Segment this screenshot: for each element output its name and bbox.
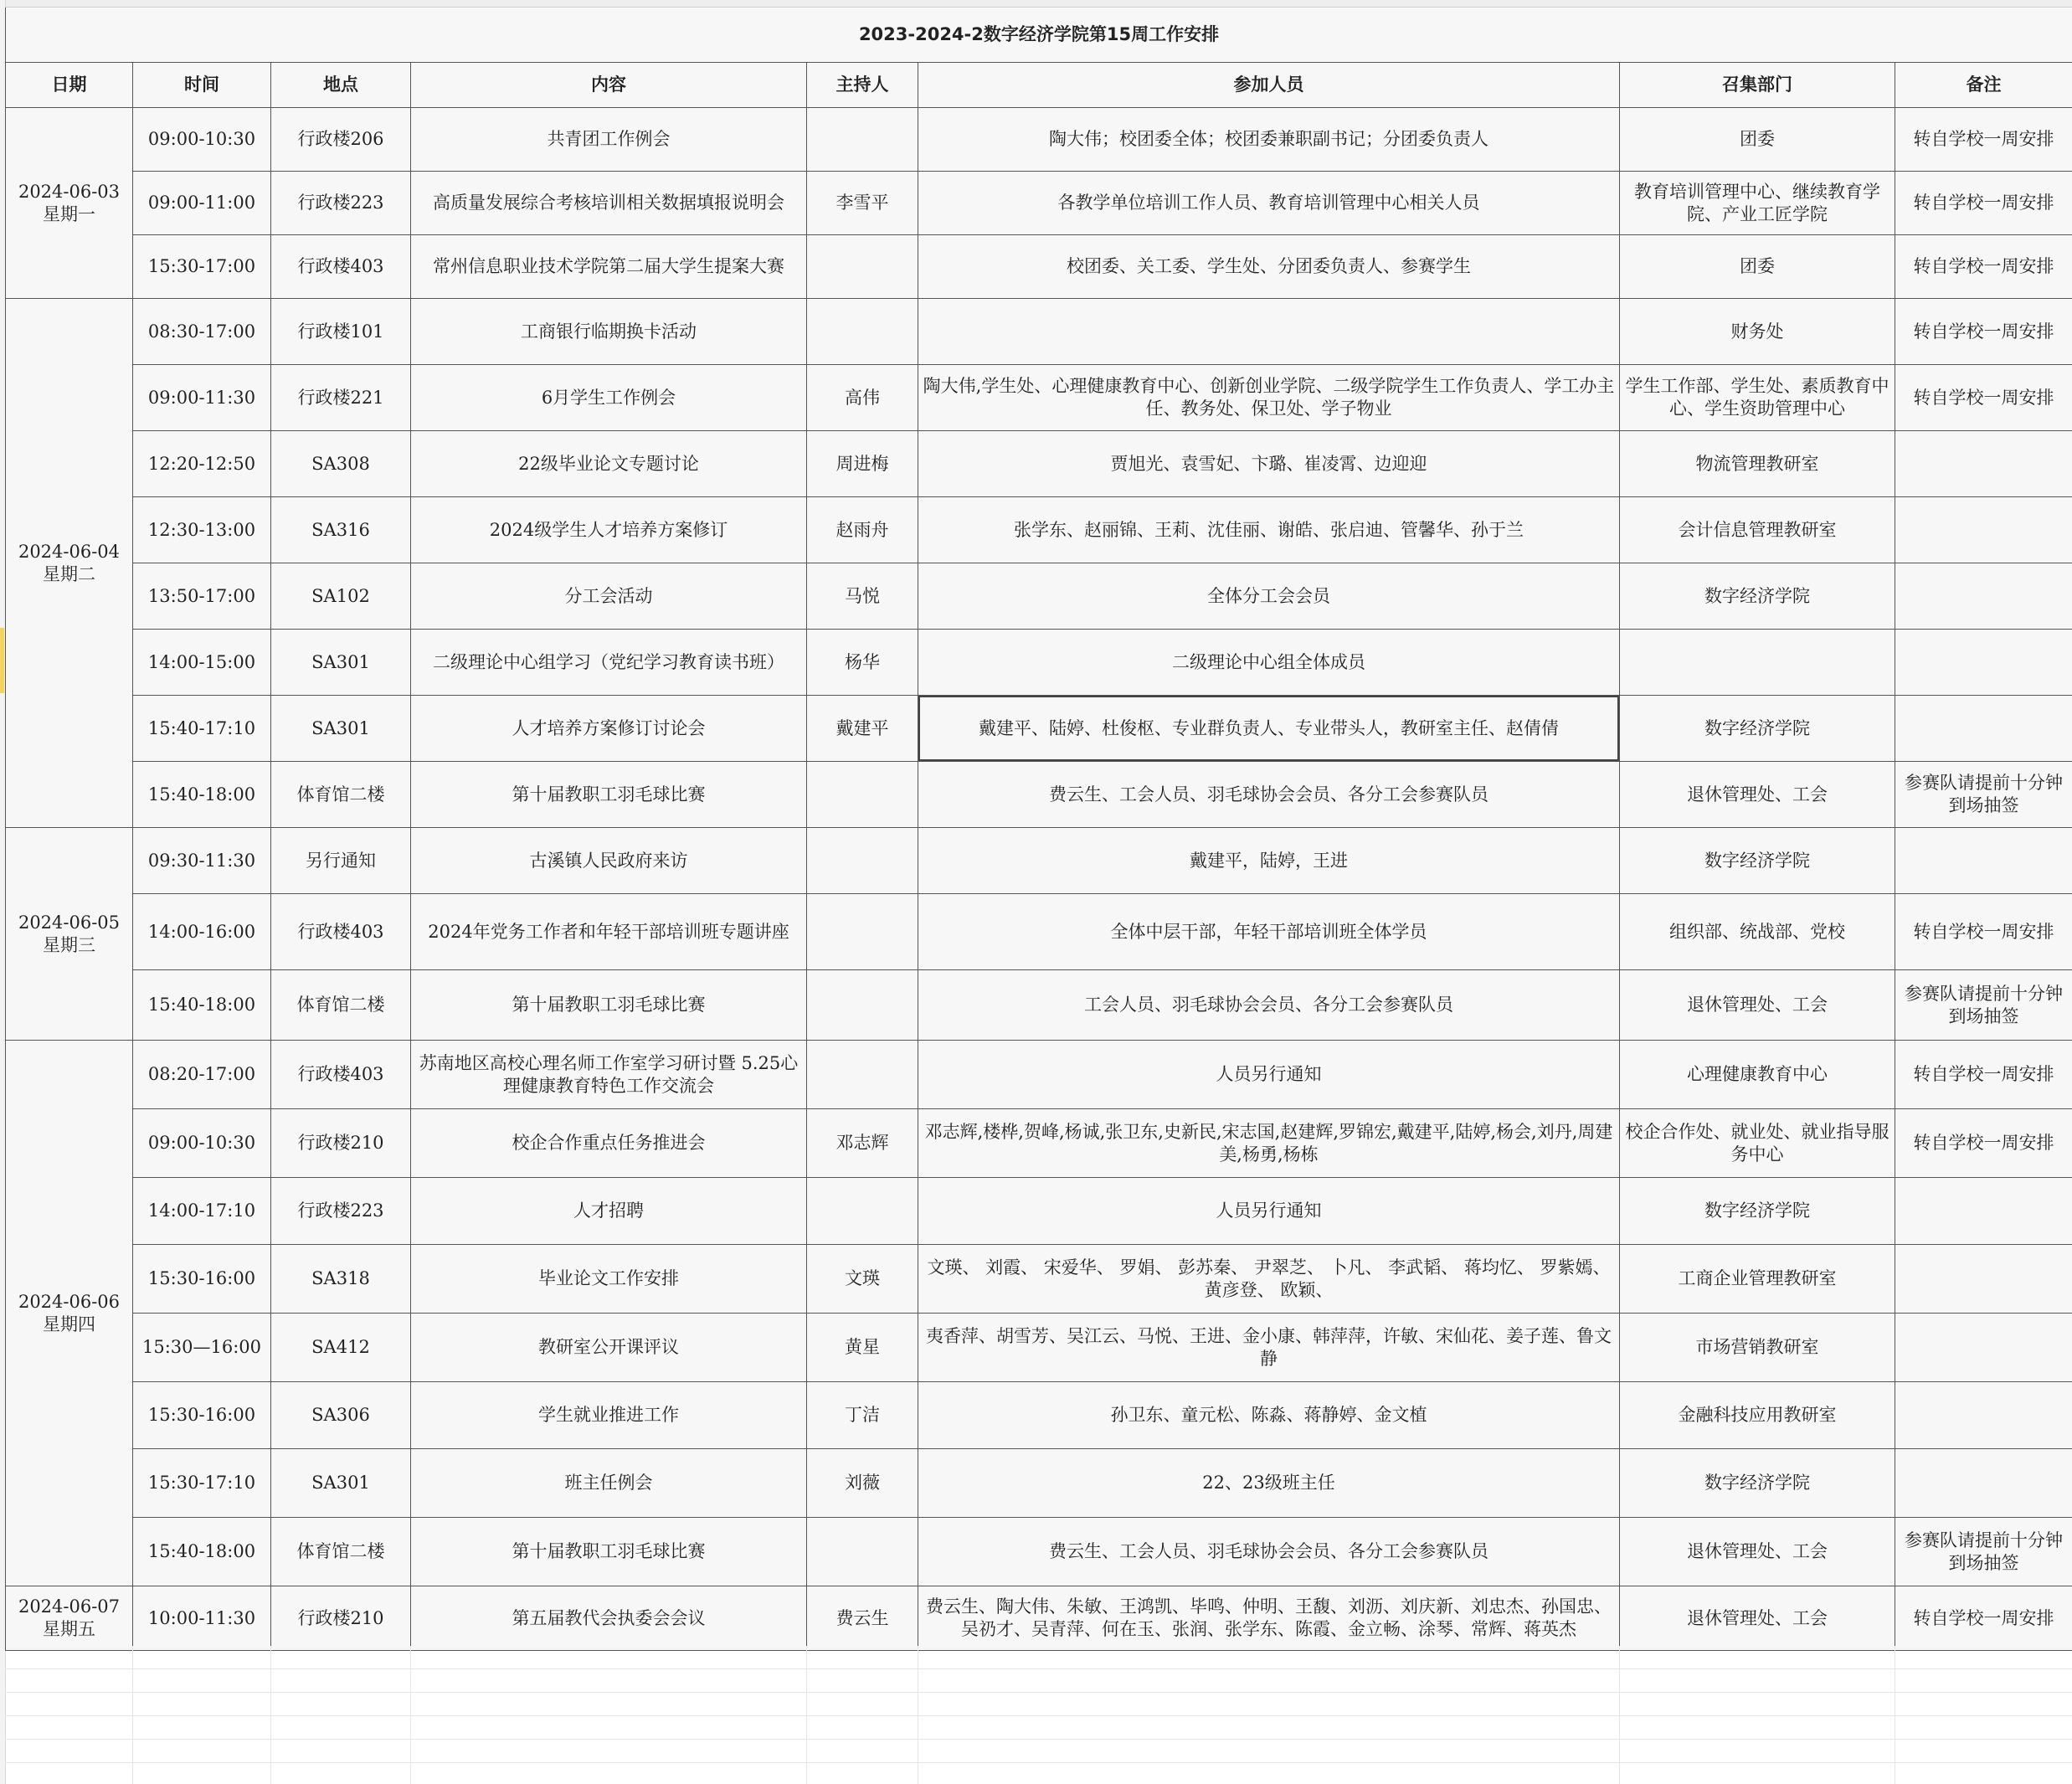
schedule-row	[6, 696, 2072, 762]
host-cell[interactable]: 丁洁	[807, 1382, 918, 1449]
time-cell[interactable]: 10:00-11:30	[133, 1586, 271, 1651]
host-cell[interactable]	[807, 970, 918, 1041]
header-department[interactable]: 召集部门	[1620, 63, 1895, 108]
content-cell[interactable]: 学生就业推进工作	[411, 1382, 807, 1449]
department-cell[interactable]: 数字经济学院	[1620, 828, 1895, 894]
attendees-cell[interactable]: 费云生、陶大伟、朱敏、王鸿凯、毕鸣、仲明、王馥、刘沥、刘庆新、刘忠杰、孙国忠、吴礽才、吴青萍、何在玉、张润、张学东、陈霞、金立畅、涂琴、常辉、蒋英杰	[918, 1586, 1620, 1651]
header-attendees[interactable]: 参加人员	[918, 63, 1620, 108]
place-cell[interactable]: 体育馆二楼	[271, 762, 411, 828]
department-cell[interactable]: 退休管理处、工会	[1620, 762, 1895, 828]
content-cell[interactable]: 班主任例会	[411, 1449, 807, 1518]
note-cell[interactable]: 转自学校一周安排	[1895, 299, 2072, 365]
weekday-text: 星期五	[43, 1619, 95, 1639]
time-cell[interactable]: 15:30-16:00	[133, 1245, 271, 1314]
weekday-text: 星期二	[43, 563, 95, 584]
schedule-row	[6, 1178, 2072, 1245]
host-cell[interactable]: 杨华	[807, 630, 918, 696]
attendees-cell[interactable]: 人员另行通知	[918, 1041, 1620, 1109]
place-cell[interactable]: 行政楼223	[271, 1178, 411, 1245]
place-cell[interactable]: 另行通知	[271, 828, 411, 894]
schedule-row	[6, 497, 2072, 563]
date-cell[interactable]	[6, 1586, 133, 1651]
time-cell[interactable]: 14:00-15:00	[133, 630, 271, 696]
content-cell[interactable]: 教研室公开课评议	[411, 1314, 807, 1382]
schedule-row	[6, 563, 2072, 630]
host-cell[interactable]	[807, 1518, 918, 1586]
attendees-cell[interactable]: 全体中层干部，年轻干部培训班全体学员	[918, 894, 1620, 970]
content-cell[interactable]: 常州信息职业技术学院第二届大学生提案大赛	[411, 235, 807, 299]
department-cell[interactable]: 数字经济学院	[1620, 696, 1895, 762]
weekday-text: 星期三	[43, 934, 95, 955]
content-cell[interactable]: 第十届教职工羽毛球比赛	[411, 762, 807, 828]
note-cell[interactable]	[1895, 1178, 2072, 1245]
place-cell[interactable]: 行政楼403	[271, 894, 411, 970]
note-cell[interactable]: 参赛队请提前十分钟到场抽签	[1895, 970, 2072, 1041]
department-cell[interactable]: 数字经济学院	[1620, 1178, 1895, 1245]
note-cell[interactable]: 参赛队请提前十分钟到场抽签	[1895, 762, 2072, 828]
place-cell[interactable]: 行政楼403	[271, 1041, 411, 1109]
attendees-cell[interactable]: 夷香萍、胡雪芳、吴江云、马悦、王进、金小康、韩萍萍，许敏、宋仙花、姜子莲、鲁文静	[918, 1314, 1620, 1382]
place-cell[interactable]: SA102	[271, 563, 411, 630]
content-cell[interactable]: 共青团工作例会	[411, 108, 807, 172]
date-text: 2024-06-05	[18, 912, 121, 933]
department-cell[interactable]: 团委	[1620, 235, 1895, 299]
schedule-row	[6, 828, 2072, 894]
time-cell[interactable]: 15:30-17:10	[133, 1449, 271, 1518]
header-place[interactable]: 地点	[271, 63, 411, 108]
host-cell[interactable]: 马悦	[807, 563, 918, 630]
note-cell[interactable]	[1895, 1245, 2072, 1314]
schedule-row	[6, 970, 2072, 1041]
sheet-title[interactable]: 2023-2024-2数字经济学院第15周工作安排	[6, 8, 2072, 63]
department-cell[interactable]: 校企合作处、就业处、就业指导服务中心	[1620, 1109, 1895, 1178]
content-cell[interactable]: 毕业论文工作安排	[411, 1245, 807, 1314]
place-cell[interactable]: SA318	[271, 1245, 411, 1314]
schedule-row	[6, 172, 2072, 235]
content-cell[interactable]: 工商银行临期换卡活动	[411, 299, 807, 365]
attendees-cell[interactable]: 孙卫东、童元松、陈淼、蒋静婷、金文植	[918, 1382, 1620, 1449]
time-cell[interactable]: 15:40-17:10	[133, 696, 271, 762]
row-selection-marker	[0, 628, 4, 693]
host-cell[interactable]	[807, 894, 918, 970]
schedule-row	[6, 365, 2072, 431]
note-cell[interactable]: 转自学校一周安排	[1895, 1041, 2072, 1109]
time-cell[interactable]: 15:30-17:00	[133, 235, 271, 299]
time-cell[interactable]: 15:40-18:00	[133, 1518, 271, 1586]
host-cell[interactable]: 黄星	[807, 1314, 918, 1382]
attendees-cell[interactable]	[918, 299, 1620, 365]
place-cell[interactable]: SA306	[271, 1382, 411, 1449]
time-cell[interactable]: 15:40-18:00	[133, 762, 271, 828]
department-cell[interactable]: 财务处	[1620, 299, 1895, 365]
weekday-text: 星期一	[43, 203, 95, 224]
attendees-cell[interactable]: 全体分工会会员	[918, 563, 1620, 630]
date-cell[interactable]	[6, 828, 133, 1041]
content-cell[interactable]: 6月学生工作例会	[411, 365, 807, 431]
place-cell[interactable]: 行政楼221	[271, 365, 411, 431]
header-time[interactable]: 时间	[133, 63, 271, 108]
note-cell[interactable]	[1895, 630, 2072, 696]
schedule-row	[6, 894, 2072, 970]
time-cell[interactable]: 12:30-13:00	[133, 497, 271, 563]
time-cell[interactable]: 14:00-17:10	[133, 1178, 271, 1245]
date-cell[interactable]	[6, 108, 133, 299]
department-cell[interactable]: 退休管理处、工会	[1620, 1518, 1895, 1586]
content-cell[interactable]: 二级理论中心组学习（党纪学习教育读书班）	[411, 630, 807, 696]
place-cell[interactable]: SA316	[271, 497, 411, 563]
attendees-cell[interactable]: 张学东、赵丽锦、王莉、沈佳丽、谢皓、张启迪、管馨华、孙于兰	[918, 497, 1620, 563]
department-cell[interactable]: 数字经济学院	[1620, 563, 1895, 630]
schedule-table	[5, 7, 2072, 1651]
time-cell[interactable]: 09:00-11:30	[133, 365, 271, 431]
place-cell[interactable]: 行政楼206	[271, 108, 411, 172]
note-cell[interactable]	[1895, 1382, 2072, 1449]
schedule-row	[6, 235, 2072, 299]
host-cell[interactable]	[807, 108, 918, 172]
attendees-cell[interactable]: 戴建平，陆婷，王进	[918, 828, 1620, 894]
date-text: 2024-06-04	[18, 541, 121, 562]
place-cell[interactable]: 行政楼101	[271, 299, 411, 365]
attendees-cell[interactable]: 陶大伟,学生处、心理健康教育中心、创新创业学院、二级学院学生工作负责人、学工办主任、教务处、保卫处、学子物业	[918, 365, 1620, 431]
content-cell[interactable]: 古溪镇人民政府来访	[411, 828, 807, 894]
note-cell[interactable]: 转自学校一周安排	[1895, 894, 2072, 970]
department-cell[interactable]: 教育培训管理中心、继续教育学院、产业工匠学院	[1620, 172, 1895, 235]
note-cell[interactable]: 转自学校一周安排	[1895, 1109, 2072, 1178]
attendees-cell[interactable]: 费云生、工会人员、羽毛球协会会员、各分工会参赛队员	[918, 1518, 1620, 1586]
date-text: 2024-06-06	[18, 1291, 121, 1312]
host-cell[interactable]	[807, 828, 918, 894]
schedule-row	[6, 1586, 2072, 1651]
host-cell[interactable]: 周进梅	[807, 431, 918, 497]
place-cell[interactable]: 行政楼223	[271, 172, 411, 235]
note-cell[interactable]	[1895, 563, 2072, 630]
date-cell[interactable]	[6, 299, 133, 828]
host-cell[interactable]: 戴建平	[807, 696, 918, 762]
header-host[interactable]: 主持人	[807, 63, 918, 108]
place-cell[interactable]: 体育馆二楼	[271, 970, 411, 1041]
department-cell[interactable]: 市场营销教研室	[1620, 1314, 1895, 1382]
content-cell[interactable]: 校企合作重点任务推进会	[411, 1109, 807, 1178]
note-cell[interactable]	[1895, 497, 2072, 563]
schedule-row	[6, 108, 2072, 172]
department-cell[interactable]	[1620, 630, 1895, 696]
attendees-cell[interactable]: 二级理论中心组全体成员	[918, 630, 1620, 696]
department-cell[interactable]: 工商企业管理教研室	[1620, 1245, 1895, 1314]
schedule-row	[6, 1109, 2072, 1178]
content-cell[interactable]: 第十届教职工羽毛球比赛	[411, 1518, 807, 1586]
note-cell[interactable]: 转自学校一周安排	[1895, 365, 2072, 431]
time-cell[interactable]: 09:00-10:30	[133, 1109, 271, 1178]
note-cell[interactable]: 转自学校一周安排	[1895, 235, 2072, 299]
host-cell[interactable]: 高伟	[807, 365, 918, 431]
place-cell[interactable]: SA308	[271, 431, 411, 497]
place-cell[interactable]: 行政楼210	[271, 1586, 411, 1651]
grid-line	[806, 1646, 807, 1784]
schedule-row	[6, 1449, 2072, 1518]
place-cell[interactable]: SA301	[271, 1449, 411, 1518]
content-cell[interactable]: 2024年党务工作者和年轻干部培训班专题讲座	[411, 894, 807, 970]
schedule-row	[6, 1314, 2072, 1382]
host-cell[interactable]	[807, 1041, 918, 1109]
attendees-cell[interactable]: 人员另行通知	[918, 1178, 1620, 1245]
department-cell[interactable]: 退休管理处、工会	[1620, 1586, 1895, 1651]
time-cell[interactable]: 15:30-16:00	[133, 1382, 271, 1449]
host-cell[interactable]: 刘薇	[807, 1449, 918, 1518]
host-cell[interactable]: 文瑛	[807, 1245, 918, 1314]
content-cell[interactable]: 第五届教代会执委会会议	[411, 1586, 807, 1651]
note-cell[interactable]	[1895, 696, 2072, 762]
host-cell[interactable]	[807, 1178, 918, 1245]
schedule-row	[6, 630, 2072, 696]
attendees-cell[interactable]: 戴建平、陆婷、杜俊枢、专业群负责人、专业带头人，教研室主任、赵倩倩	[918, 696, 1620, 762]
department-cell[interactable]: 金融科技应用教研室	[1620, 1382, 1895, 1449]
department-cell[interactable]: 数字经济学院	[1620, 1449, 1895, 1518]
attendees-cell[interactable]: 贾旭光、袁雪妃、卞璐、崔凌霄、边迎迎	[918, 431, 1620, 497]
place-cell[interactable]: SA412	[271, 1314, 411, 1382]
host-cell[interactable]	[807, 235, 918, 299]
header-date[interactable]: 日期	[6, 63, 133, 108]
grid-line	[270, 1646, 271, 1784]
host-cell[interactable]: 邓志辉	[807, 1109, 918, 1178]
note-cell[interactable]: 参赛队请提前十分钟到场抽签	[1895, 1518, 2072, 1586]
date-text: 2024-06-07	[18, 1596, 121, 1617]
time-cell[interactable]: 08:30-17:00	[133, 299, 271, 365]
note-cell[interactable]: 转自学校一周安排	[1895, 172, 2072, 235]
attendees-cell[interactable]: 工会人员、羽毛球协会会员、各分工会参赛队员	[918, 970, 1620, 1041]
content-cell[interactable]: 苏南地区高校心理名师工作室学习研讨暨 5.25心理健康教育特色工作交流会	[411, 1041, 807, 1109]
time-cell[interactable]: 09:30-11:30	[133, 828, 271, 894]
attendees-cell[interactable]: 22、23级班主任	[918, 1449, 1620, 1518]
schedule-row	[6, 299, 2072, 365]
attendees-cell[interactable]: 校团委、关工委、学生处、分团委负责人、参赛学生	[918, 235, 1620, 299]
schedule-row	[6, 762, 2072, 828]
schedule-row	[6, 1382, 2072, 1449]
content-cell[interactable]: 2024级学生人才培养方案修订	[411, 497, 807, 563]
grid-line	[1619, 1646, 1620, 1784]
note-cell[interactable]	[1895, 431, 2072, 497]
place-cell[interactable]: 体育馆二楼	[271, 1518, 411, 1586]
grid-line	[410, 1646, 411, 1784]
note-cell[interactable]	[1895, 1449, 2072, 1518]
note-cell[interactable]	[1895, 828, 2072, 894]
time-cell[interactable]: 15:40-18:00	[133, 970, 271, 1041]
department-cell[interactable]: 团委	[1620, 108, 1895, 172]
host-cell[interactable]	[807, 762, 918, 828]
time-cell[interactable]: 09:00-11:00	[133, 172, 271, 235]
department-cell[interactable]: 组织部、统战部、党校	[1620, 894, 1895, 970]
header-content[interactable]: 内容	[411, 63, 807, 108]
attendees-cell[interactable]: 文瑛、 刘霞、 宋爱华、 罗娟、 彭苏秦、 尹翠芝、 卜凡、 李武韬、 蒋均忆、 罗紫嫣、 黄彦登、 欧颖、	[918, 1245, 1620, 1314]
time-cell[interactable]: 14:00-16:00	[133, 894, 271, 970]
host-cell[interactable]: 李雪平	[807, 172, 918, 235]
weekday-text: 星期四	[43, 1314, 95, 1334]
title-row	[6, 8, 2072, 63]
attendees-cell[interactable]: 陶大伟；校团委全体；校团委兼职副书记；分团委负责人	[918, 108, 1620, 172]
attendees-cell[interactable]: 费云生、工会人员、羽毛球协会会员、各分工会参赛队员	[918, 762, 1620, 828]
place-cell[interactable]: 行政楼403	[271, 235, 411, 299]
place-cell[interactable]: SA301	[271, 696, 411, 762]
host-cell[interactable]	[807, 299, 918, 365]
time-cell[interactable]: 09:00-10:30	[133, 108, 271, 172]
date-cell[interactable]	[6, 1041, 133, 1586]
note-cell[interactable]	[1895, 1314, 2072, 1382]
content-cell[interactable]: 人才招聘	[411, 1178, 807, 1245]
grid-line	[132, 1646, 133, 1784]
time-cell[interactable]: 15:30—16:00	[133, 1314, 271, 1382]
time-cell[interactable]: 08:20-17:00	[133, 1041, 271, 1109]
department-cell[interactable]: 退休管理处、工会	[1620, 970, 1895, 1041]
schedule-row	[6, 431, 2072, 497]
department-cell[interactable]: 物流管理教研室	[1620, 431, 1895, 497]
schedule-row	[6, 1245, 2072, 1314]
note-cell[interactable]: 转自学校一周安排	[1895, 108, 2072, 172]
time-cell[interactable]: 13:50-17:00	[133, 563, 271, 630]
department-cell[interactable]: 会计信息管理教研室	[1620, 497, 1895, 563]
place-cell[interactable]: SA301	[271, 630, 411, 696]
place-cell[interactable]: 行政楼210	[271, 1109, 411, 1178]
time-cell[interactable]: 12:20-12:50	[133, 431, 271, 497]
header-note[interactable]: 备注	[1895, 63, 2072, 108]
schedule-row	[6, 1518, 2072, 1586]
attendees-cell[interactable]: 邓志辉,楼桦,贺峰,杨诚,张卫东,史新民,宋志国,赵建辉,罗锦宏,戴建平,陆婷,杨会,刘丹,周建美,杨勇,杨栋	[918, 1109, 1620, 1178]
note-cell[interactable]: 转自学校一周安排	[1895, 1586, 2072, 1651]
header-row	[6, 63, 2072, 108]
host-cell[interactable]: 费云生	[807, 1586, 918, 1651]
content-cell[interactable]: 22级毕业论文专题讨论	[411, 431, 807, 497]
schedule-row	[6, 1041, 2072, 1109]
content-cell[interactable]: 高质量发展综合考核培训相关数据填报说明会	[411, 172, 807, 235]
content-cell[interactable]: 第十届教职工羽毛球比赛	[411, 970, 807, 1041]
date-text: 2024-06-03	[18, 181, 121, 202]
empty-grid-area	[5, 1646, 2072, 1784]
content-cell[interactable]: 分工会活动	[411, 563, 807, 630]
attendees-cell[interactable]: 各教学单位培训工作人员、教育培训管理中心相关人员	[918, 172, 1620, 235]
content-cell[interactable]: 人才培养方案修订讨论会	[411, 696, 807, 762]
department-cell[interactable]: 心理健康教育中心	[1620, 1041, 1895, 1109]
host-cell[interactable]: 赵雨舟	[807, 497, 918, 563]
department-cell[interactable]: 学生工作部、学生处、素质教育中心、学生资助管理中心	[1620, 365, 1895, 431]
